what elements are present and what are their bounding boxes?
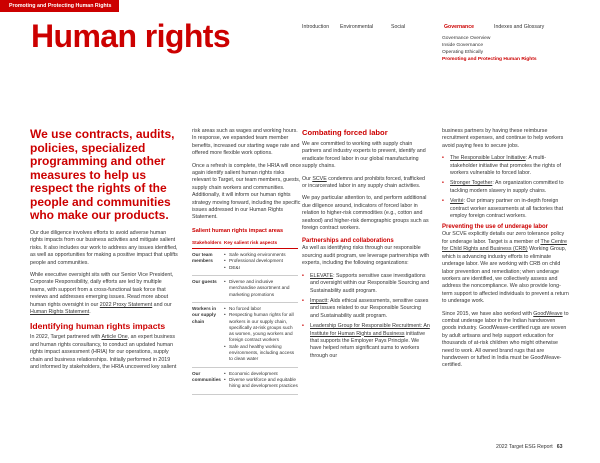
risk-item: • Diverse and inclusive merchandise assortment and marketing promotions <box>224 279 298 298</box>
col2-paragraph: Once a refresh is complete, the HRIA will once again identify salient human rights risks relevant to Target, our team members, guests, supply chain workers and communities. Additionally, it will inform our human rights strategy moving forward, including the specific issues addressed in our Human Rights Statement. <box>192 162 302 221</box>
forced-labor-heading: Combating forced labor <box>302 128 388 137</box>
text: : Supports sensitive case investigations and oversight within our Responsible Sourcing and Sustainability audit program. <box>310 272 430 294</box>
text: : An organization committed to tackling modern slavery in supply chains. <box>450 180 564 194</box>
text: and our <box>152 301 172 308</box>
risk-item: • DE&I <box>224 265 298 271</box>
column-4 <box>442 128 570 375</box>
identifying-impacts-heading: Identifying human rights impacts <box>30 321 166 332</box>
risks-cell <box>224 367 298 394</box>
responsible-labor-initiative-link[interactable]: The Responsible Labor Initiative <box>450 155 526 162</box>
col1-paragraph <box>30 272 178 316</box>
table-row <box>192 249 298 276</box>
table-row <box>192 367 298 394</box>
text: Our SCVE explicitly details our zero tolerance policy for underage labor. Target is a member of <box>442 231 565 245</box>
subnav-operating-ethically[interactable]: Operating Ethically <box>442 50 484 55</box>
risk-item: • Respecting human rights for all workers in our supply chain, specifically at-risk groups such as women, young workers and foreign contract workers <box>224 312 298 343</box>
risks-cell <box>224 302 298 367</box>
subnav-inside-governance[interactable]: Inside Governance <box>442 43 484 48</box>
risk-item: • Safe working environments <box>224 252 298 258</box>
col4-paragraph <box>442 311 570 370</box>
column-1 <box>30 230 178 377</box>
column-2 <box>192 128 302 395</box>
partners-list <box>302 273 430 360</box>
text: Working Group, which is advancing industry efforts to eliminate underage labor. We are working with CRB on child labor prevention and remediation; when underage workers are identified, we collectively assess and address the noncompliance. We also provide long-term support to affected individuals to prevent a return to underage work. <box>442 246 569 305</box>
col4-paragraph: business partners by having these reimburse recruitment expenses, and continue to help workers avoid paying fees to secure jobs. <box>442 128 564 149</box>
text: condemns and prohibits forced, trafficked or incarcerated labor in any supply chain activities. <box>302 175 425 190</box>
text: Our <box>302 175 313 182</box>
text: While executive oversight sits with our Senior Vice President, Corporate Responsibility, daily efforts are led by multiple teams, with support from a cross-functional task force that reviews and addresses emerging issues. Read more about human rights oversight in our <box>30 272 174 308</box>
list-item <box>442 180 570 195</box>
list-item <box>302 323 430 360</box>
stronger-together-link[interactable]: Stronger Together <box>450 180 493 187</box>
text: initiative that supports the Employer Pays Principle. We have helped return significant sums to workers through our <box>310 330 426 359</box>
partnerships-heading: Partnerships and collaborations <box>302 238 394 245</box>
salient-risks-table <box>192 238 298 395</box>
list-item <box>442 155 570 177</box>
col3-paragraph: We are committed to working with supply chain partners and industry experts to prevent, identify and eradicate forced labor in our global manufacturing supply chains. <box>302 141 426 170</box>
col1-paragraph: Our due diligence involves efforts to avoid adverse human rights impacts from our business activities and mitigate salient risks. It also includes our work to address any issues identified, as well as opportunities for making a positive impact that uplifts people and communities. <box>30 230 178 266</box>
risk-item: • Professional development <box>224 258 298 264</box>
nav-environmental[interactable]: Environmental <box>340 24 374 30</box>
proxy-statement-link[interactable]: 2022 Proxy Statement <box>99 301 153 308</box>
subnav-human-rights[interactable]: Promoting and Protecting Human Rights <box>442 57 537 62</box>
list-item <box>442 198 570 220</box>
text: . <box>89 309 91 316</box>
list-item <box>302 273 430 295</box>
text: : Aids ethical assessments, sensitive cases and issues related to our Responsible Sourcing and Sustainability audit program. <box>310 297 429 319</box>
text: , an expert business and human rights consultancy, to conduct an updated human rights impact assessment (HRIA) for our operations, supply chain and business relationships. Initially performed in 2019 and informed by stakeholders, the HRIA uncovered key salient <box>30 334 177 371</box>
text: Since 2015, we have also worked with <box>442 310 534 317</box>
col3-paragraph: As well as identifying risks through our responsible sourcing audit program, we leverage partnerships with experts, including the following organizations: <box>302 245 430 267</box>
risk-item: • Safe and healthy working environments, including access to clean water <box>224 344 298 363</box>
risks-cell <box>224 249 298 276</box>
crb-link[interactable]: The Centre for Child Rights and Business (CRB) <box>442 238 567 253</box>
page-title: Human rights <box>31 18 231 54</box>
elevate-link[interactable]: ELEVATE <box>310 272 334 279</box>
nav-introduction[interactable]: Introduction <box>302 24 330 30</box>
nav-indexes-glossary[interactable]: Indexes and Glossary <box>494 24 545 30</box>
verite-link[interactable]: Verité <box>450 198 464 205</box>
table-title: Salient human rights impact areas <box>192 227 284 234</box>
col2-paragraph: risk areas such as wages and working hours. In response, we expanded team member benefits, increased our starting wage rate and offered more flexible work options. <box>192 128 300 157</box>
text: to combat underage labor in the Indian handwoven goods industry. GoodWeave-certified rugs are woven by adult artisans and help support education for thousands of at-risk children who might otherwise need to work. All owned brand rugs that are handwoven or tufted in India must be GoodWeave-certified. <box>442 310 569 369</box>
scve-link[interactable]: SCVE <box>312 175 327 182</box>
col4-paragraph <box>442 231 570 305</box>
col1-paragraph <box>30 334 178 371</box>
page-number: 63 <box>556 444 563 450</box>
initiatives-list <box>442 155 570 220</box>
text: In 2022, Target partnered with <box>30 334 102 341</box>
col3-paragraph: We pay particular attention to, and perform additional due diligence around, indicators of forced labor in relation to higher-risk commodities (e.g., cotton and seafood) and higher-risk demographic groups such as foreign contract workers. <box>302 195 429 232</box>
lead-statement: We use contracts, audits, policies, specialized programming and other measures to help us respect the rights of the people and communities who make our products. <box>30 127 175 222</box>
col3-paragraph <box>302 176 430 191</box>
leadership-group-link[interactable]: Leadership Group for Responsible Recruitment: An Institute for Human Rights and Business <box>310 323 430 337</box>
stakeholder-cell: Our communities <box>192 367 224 394</box>
table-header-risks: Key salient risk aspects <box>224 238 298 249</box>
risk-item: • No forced labor <box>224 306 298 312</box>
footer <box>496 444 563 450</box>
article-one-link[interactable]: Article One <box>101 334 128 341</box>
goodweave-link[interactable]: GoodWeave <box>533 310 563 317</box>
column-3 <box>302 128 430 363</box>
risks-cell <box>224 276 298 303</box>
text: : Our primary partner on in-depth foreign contract worker assessments at all factories that employ foreign contract workers. <box>450 198 564 220</box>
subnav-governance-overview[interactable]: Governance Overview <box>442 36 491 41</box>
nav-social[interactable]: Social <box>391 24 406 30</box>
underage-labor-heading: Preventing the use of underage labor <box>442 224 549 231</box>
stakeholder-cell: Our team members <box>192 249 224 276</box>
text: : A multi-stakeholder initiative that promotes the rights of workers vulnerable to forced labor. <box>450 155 561 177</box>
report-name: 2022 Target ESG Report <box>496 444 553 450</box>
stakeholder-cell: Our guests <box>192 276 224 303</box>
impactt-link[interactable]: Impactt <box>310 297 328 304</box>
risk-item: • Diverse workforce and equitable hiring and development practices <box>224 377 298 390</box>
human-rights-statement-link[interactable]: Human Rights Statement <box>30 309 90 316</box>
table-row <box>192 276 298 303</box>
risk-item: • Economic development <box>224 371 298 377</box>
table-header-stakeholders: Stakeholders <box>192 238 224 249</box>
table-row <box>192 302 298 367</box>
nav-governance[interactable]: Governance <box>444 24 474 30</box>
section-tag: Promoting and Protecting Human Rights <box>0 0 119 12</box>
list-item <box>302 298 430 320</box>
stakeholder-cell: Workers in our supply chain <box>192 302 224 367</box>
